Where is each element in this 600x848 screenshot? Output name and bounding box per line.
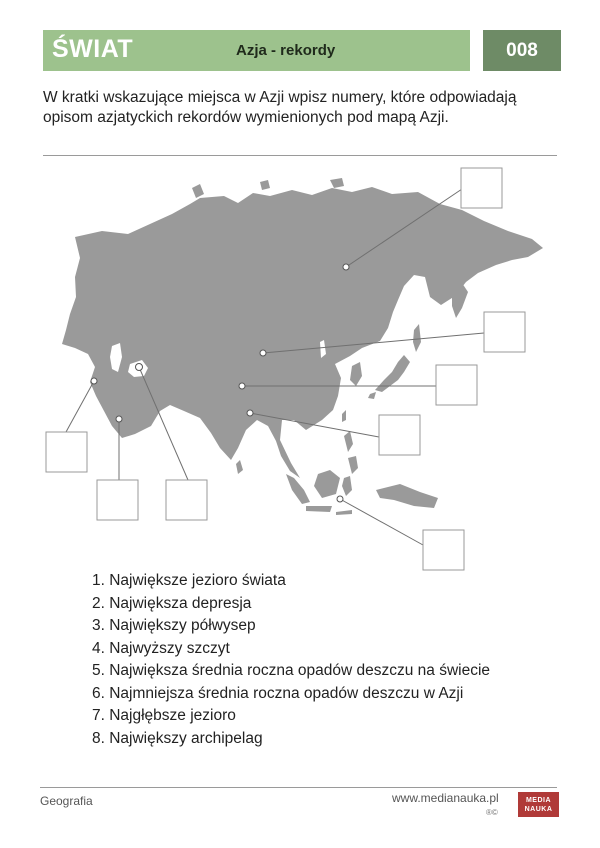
answer-box-siberia[interactable] — [461, 168, 502, 208]
answer-box-tibet[interactable] — [436, 365, 477, 405]
list-item: 6. Najmniejsza średnia roczna opadów deszczu w Azji — [92, 684, 464, 702]
records-list — [92, 570, 490, 750]
list-item: 8. Największy archipelag — [92, 729, 263, 747]
list-item: 2. Największa depresja — [92, 594, 252, 612]
footer-divider — [40, 787, 557, 788]
list-item: 7. Najgłębsze jezioro — [92, 707, 236, 724]
asia-landmass — [62, 178, 543, 515]
asia-map — [0, 160, 600, 580]
worksheet-subtitle: Azja - rekordy — [236, 42, 336, 59]
answer-box-dead-sea[interactable] — [46, 432, 87, 472]
answer-box-caspian[interactable] — [166, 480, 207, 520]
answer-box-baikal[interactable] — [484, 312, 525, 352]
answer-box-arabia[interactable] — [97, 480, 138, 520]
instructions-text: W kratki wskazujące miejsca w Azji wpisz numery, które odpowiadają opisom azjatyckich rekordów wymienionych pod mapą Azji. — [43, 89, 517, 126]
footer-rights: ®© — [486, 808, 498, 817]
logo-line-1: MEDIA — [525, 796, 552, 804]
section-title: ŚWIAT — [52, 35, 134, 63]
logo-line-2: NAUKA — [524, 805, 553, 813]
top-divider — [43, 155, 557, 156]
answer-box-archipelago[interactable] — [423, 530, 464, 570]
list-item: 3. Największy półwysep — [92, 617, 256, 634]
footer-website-link[interactable]: www.medianauka.pl — [392, 791, 499, 805]
list-item: 1. Największe jezioro świata — [92, 572, 286, 589]
footer-subject: Geografia — [40, 794, 93, 808]
medianauka-logo — [518, 792, 559, 817]
list-item: 4. Najwyższy szczyt — [92, 639, 230, 657]
header-bar — [43, 30, 470, 71]
list-item: 5. Największa średnia roczna opadów deszczu na świecie — [92, 662, 491, 679]
answer-box-himalaya[interactable] — [379, 415, 420, 455]
worksheet-number: 008 — [483, 30, 561, 71]
